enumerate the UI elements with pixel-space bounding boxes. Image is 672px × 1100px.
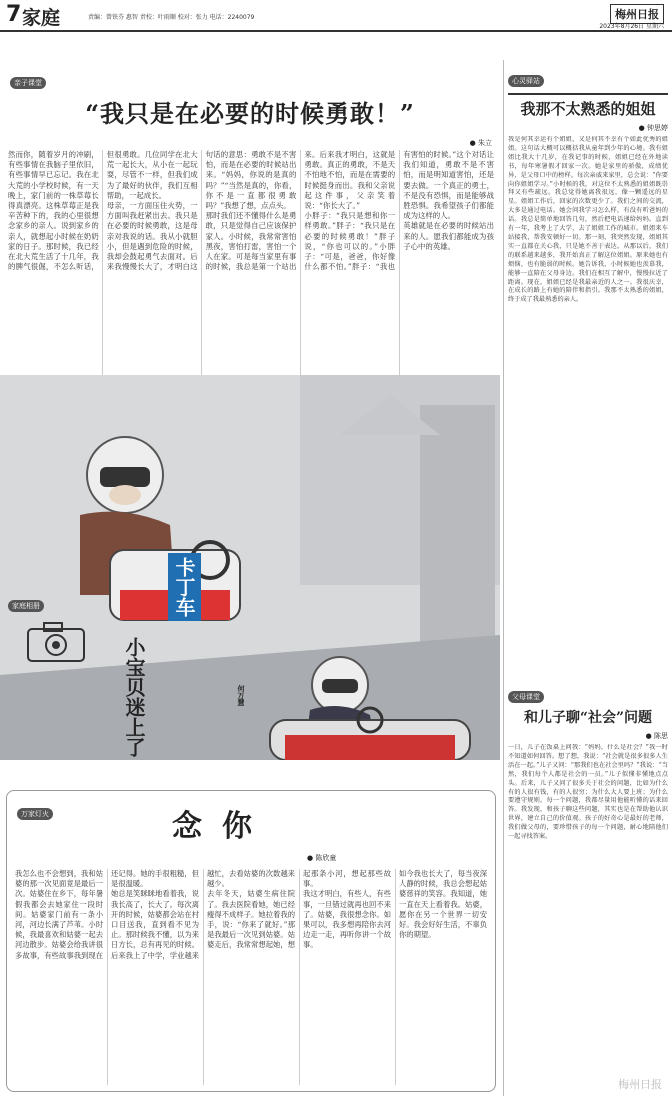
photo-tag: 家庭相册 — [8, 593, 44, 612]
page-header — [0, 0, 672, 32]
watermark-logo: 梅州日报 — [618, 1078, 662, 1091]
main-author: ● 朱立 — [469, 139, 492, 147]
side-headline-2: 和儿子聊“社会”问题 — [523, 710, 653, 726]
miss-article-paragraph: 她总是笑眯眯地看着我，说我长高了，长大了。每次离开的时候，姑婆都会站在村口目送我，直到看不见为止。那时候我不懂，以为来日方长，总有再见的时候。后来我上了中学，学业越来越忙，去看姑婆的次数越来越少。 — [111, 869, 295, 960]
miss-headline: 念你 — [172, 809, 272, 844]
miss-article-paragraph: 去年冬天，姑婆生病住院了。我去医院看她，她已经瘦得不成样子。她拉着我的手，说：“你来了就好。”那是我最后一次见到姑婆。姑婆走后，我常常想起她，想起那条小河，想起那些故事。 — [207, 869, 391, 950]
main-article-paragraph: 那时我们还不懂得什么是勇敢，只是觉得自己应该保护家人。小时候，我常常害怕黑夜，害怕打雷，害怕一个人在家。可是每当家里有事的时候，我总是第一个站出来。后来我才明白，这就是勇敢。真正的勇敢，不是天不怕地不怕，而是在需要的时候挺身而出。我和父亲说起这件事，父亲笑着说：“你长大了。” — [205, 150, 396, 272]
miss-article-tag: 万家灯火 — [17, 801, 53, 820]
side-article-1-tag: 心灵驿站 — [508, 68, 668, 87]
main-article-paragraph: 然而你，随着岁月的冲刷，有些事情在我脑子里依旧，有些事情早已忘记。我在北大荒的小学校时候，有一天晚上，家门前的一株草莓长得真漂亮。这株草莓正是我辛苦种下的，我的心里很想念家乡的亲人。说到家乡的亲人，就想起小时候在奶奶家的日子。那时候，我已经在北大荒生活了十几年，我的脾气很倔，不怎么听话，但很勇敢。几位同学在北大荒一起长大，从小在一起玩耍，尽管不一样，但我们成为了最好的伙伴，我们互相帮助，一起成长。 — [8, 150, 198, 272]
main-article-paragraph: 小胖子：“我只是想和你一样勇敢。”胖子：“我只是在必要的时候勇敢！”胖子说，“你也可以的。”小胖子：“可是，爸爸，你好像什么都不怕。”胖子：“我也有害怕的时候。”这个对话让我们知道，勇敢不是不害怕，而是明知道害怕，还是要去做。一个真正的勇士，不是没有恐惧，而是能够战胜恐惧。我希望孩子们都能成为这样的人。 — [304, 150, 494, 272]
editor-credits: 责编：曾铁芬 惠智 责校：叶雨顺 校对：张力 电话：2240079 — [88, 14, 255, 21]
miss-you-article — [6, 790, 496, 1092]
side-column — [503, 60, 668, 1096]
main-article-paragraph: 英雄就是在必要的时候站出来的人。愿我们都能成为孩子心中的英雄。 — [403, 221, 494, 251]
photo-credit: 何万慧 — [237, 685, 245, 706]
main-article-body — [8, 150, 494, 400]
side-article-2-tag: 父母课堂 — [508, 684, 668, 703]
go-kart-photo — [0, 375, 500, 760]
go-kart-illustration — [0, 375, 500, 760]
miss-article-body — [15, 869, 487, 1085]
miss-article-paragraph: 我怎么也不会想到，我和姑婆的那一次见面竟是最后一次。姑婆住在乡下，每年暑假我都会去她家住一段时间。姑婆家门前有一条小河，河边长满了芦苇。小时候，我最喜欢和姑婆一起去河边散步。姑婆会给我讲很多故事，有些故事我到现在还记得。她的手很粗糙，但是很温暖。 — [15, 869, 199, 960]
main-article-tag: 亲子课堂 — [10, 70, 46, 89]
photo-side-title: 小宝贝迷上了 — [122, 637, 146, 757]
miss-author: ● 陈欣童 — [307, 854, 337, 862]
page-number: 7 — [6, 2, 22, 27]
side-author-2: ● 陈思 — [645, 732, 668, 740]
miss-article-paragraph: 我这才明白，有些人，有些事，一旦错过就再也回不来了。姑婆，我很想念你。如果可以，我多想再陪你去河边走一走，再听你讲一个故事。 — [303, 889, 391, 950]
camera-icon — [24, 619, 88, 663]
section-name: 家庭 — [22, 7, 61, 29]
main-article-paragraph: 母亲，一方面压住火势，一方面叫我赶紧出去。我只是在必要的时候勇敢，这是母亲对我说的话。我从小就胆小，但是遇到危险的时候，我却会鼓起勇气去面对。后来我慢慢长大了，才明白这句话的意思：勇敢不是不害怕，而是在必要的时候站出来。“妈妈，你说的是真的吗？”“当然是真的，你看，你不是一直都很勇敢吗？”我想了想，点点头。 — [106, 150, 297, 272]
main-headline: “我只是在必要的时候勇敢！” — [85, 99, 415, 128]
side-headline-1: 我那不太熟悉的姐姐 — [508, 93, 668, 119]
side-article-1-body: 我是何其幸运有个姐姐，又是何其不幸有个如此优秀的姐姐。这句话大概可以概括我从童年到少年的心境。我有姐姐比我大十几岁，在我记事的时候，姐姐已经在外地读书，每年寒暑假才回家一次。她是家里的骄傲，成绩优异，是父母口中的榜样。每次亲戚来家里，总会说：“你要向你姐姐学习。”小时候的我，对这位不太熟悉的姐姐既崇拜又有些疏远。我总觉得她离我很远，像一颗遥远的星星。姐姐工作后，回家的次数更少了。我们之间的交流，大多是通过电话。她会问我学习怎么样，有没有听爸妈的话。我总是简单地回答几句，然后把电话递给妈妈。直到有一年，我考上了大学，去了姐姐工作的城市。姐姐来车站接我，帮我安顿好一切。那一刻，我突然发现，姐姐其实一直都在关心我，只是她不善于表达。从那以后，我们的联系越来越多，我开始真正了解这位姐姐。原来她也有烦恼，也有脆弱的时候。她告诉我，小时候她也羡慕我，能够一直陪在父母身边。我们在相互了解中，慢慢拉近了距离。现在，姐姐已经是我最亲近的人之一。我很庆幸，在成长的路上有她的陪伴和指引。我那不太熟悉的姐姐，终于成了我最熟悉的亲人。 — [508, 136, 668, 304]
miss-article-paragraph: 如今我也长大了，每当夜深人静的时候，我总会想起姑婆慈祥的笑容。我知道，她一直在天上看着我。姑婆，愿你在另一个世界一切安好。我会好好生活，不辜负你的期望。 — [399, 869, 487, 940]
main-column — [0, 34, 500, 1096]
issue-date: 2023年8月26日 星期六 — [599, 23, 664, 30]
photo-highlight-title: 卡丁车 — [168, 553, 201, 621]
side-article-2-body: 一日，儿子在饭桌上问我：“妈妈，什么是社会？”我一时不知道如何回答。想了想，我说：“社会就是很多很多人生活在一起。”儿子又问：“那我们也在社会里吗？”我说：“当然，我们每个人都是社会的一员。”儿子似懂非懂地点点头。后来，儿子又问了很多关于社会的问题，比如为什么有的人很有钱，有的人很穷；为什么大人要上班；为什么要遵守规则。每一个问题，我都尽量用他能听懂的话来回答。我发现，和孩子聊这些问题，其实也是在帮助他认识世界，建立自己的价值观。孩子的好奇心是最好的老师，我们做父母的，要珍惜孩子的每一个问题，耐心地陪他们一起寻找答案。 — [508, 744, 668, 841]
paper-logo: 梅州日报 — [610, 4, 664, 24]
side-author-1: ● 钟思婷 — [638, 124, 668, 132]
